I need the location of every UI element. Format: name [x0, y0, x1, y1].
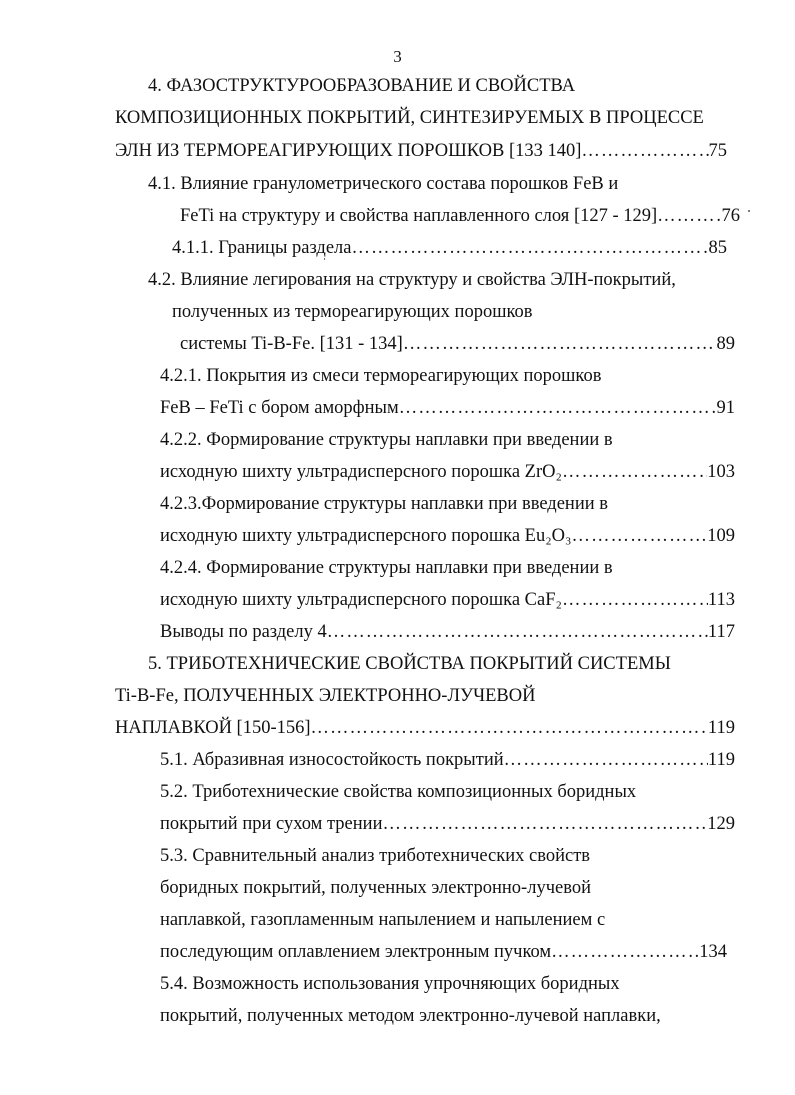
toc-entry-page: 103	[707, 462, 735, 482]
toc-entry-title: FeB – FeTi с бором аморфным	[160, 398, 399, 418]
toc-entry-5-3-line3: наплавкой, газопламенным напылением и напылением с	[160, 910, 606, 930]
page-number: 3	[393, 47, 402, 66]
leader-dots	[551, 940, 699, 964]
toc-entry-title: НАПЛАВКОЙ [150-156]	[115, 718, 311, 738]
toc-entry-5-3-line2: боридных покрытий, полученных электронно-лучевой	[160, 878, 591, 898]
leader-dots	[327, 620, 708, 644]
toc-entry-5-3-line1: 5.3. Сравнительный анализ триботехнических свойств	[160, 846, 591, 866]
leader-dots	[399, 396, 717, 420]
toc-entry-4-1	[180, 204, 740, 228]
toc-entry-5-1	[160, 748, 735, 772]
leader-dots	[382, 812, 707, 836]
toc-entry-title: исходную шихту ультрадисперсного порошка ZrO₂	[160, 462, 562, 482]
toc-entry-5-2-line1: 5.2. Триботехнические свойства композиционных боридных	[160, 782, 637, 802]
toc-entry-title: последующим оплавлением электронным пучком	[160, 942, 552, 962]
toc-entry-4-1-line1: 4.1. Влияние гранулометрического состава порошков FeB и	[148, 174, 619, 194]
leader-dots	[562, 588, 708, 612]
scan-speck	[748, 210, 750, 212]
toc-entry-page: 75	[708, 141, 727, 161]
leader-dots	[657, 204, 721, 228]
toc-entry-page: 89	[716, 334, 735, 354]
toc-entry-4-2-line1: 4.2. Влияние легирования на структуру и свойства ЭЛН-покрытий,	[148, 270, 676, 290]
toc-heading-5-line1: 5. ТРИБОТЕХНИЧЕСКИЕ СВОЙСТВА ПОКРЫТИЙ СИСТЕМЫ	[148, 654, 671, 674]
toc-entry-title: системы Ti-B-Fe. [131 - 134]	[180, 334, 403, 354]
toc-entry-title: исходную шихту ультрадисперсного порошка CaF₂	[160, 590, 562, 610]
toc-entry-title: ЭЛН ИЗ ТЕРМОРЕАГИРУЮЩИХ ПОРОШКОВ [133 140]	[115, 141, 582, 161]
toc-entry-4-2-3	[160, 524, 735, 548]
toc-entry-title: 4.1.1. Границы раздела	[172, 238, 352, 258]
toc-entry-page: 119	[707, 750, 735, 770]
toc-entry-conclusions-4	[160, 620, 735, 644]
toc-entry-4-2	[180, 332, 735, 356]
toc-entry-page: 117	[707, 622, 735, 642]
toc-entry-title: FeTi на структуру и свойства наплавленного слоя [127 - 129]	[180, 206, 658, 226]
toc-heading-5-line2: Ti-B-Fe, ПОЛУЧЕННЫХ ЭЛЕКТРОННО-ЛУЧЕВОЙ	[115, 686, 536, 706]
toc-entry-title: Выводы по разделу 4	[160, 622, 327, 642]
toc-entry-4-2-3-line1: 4.2.3.Формирование структуры наплавки при введении в	[160, 494, 608, 514]
toc-entry-4-2-4-line1: 4.2.4. Формирование структуры наплавки при введении в	[160, 558, 613, 578]
toc-entry-4-2-1-line1: 4.2.1. Покрытия из смеси термореагирующих порошков	[160, 366, 602, 386]
toc-heading-4-line1: 4. ФАЗОСТРУКТУРООБРАЗОВАНИЕ И СВОЙСТВА	[148, 76, 576, 96]
toc-entry-page: 91	[716, 398, 735, 418]
toc-entry-4-2-2-line1: 4.2.2. Формирование структуры наплавки при введении в	[160, 430, 613, 450]
toc-entry-page: 134	[699, 942, 727, 962]
toc-entry-title: 5.1. Абразивная износостойкость покрытий	[160, 750, 504, 770]
toc-heading-4-line2: КОМПОЗИЦИОННЫХ ПОКРЫТИЙ, СИНТЕЗИРУЕМЫХ В ПРОЦЕССЕ	[115, 108, 704, 128]
leader-dots	[581, 139, 708, 163]
toc-entry-4-2-2	[160, 460, 735, 484]
toc-entry-title: покрытий при сухом трении	[160, 814, 383, 834]
toc-entry-4-2-4	[160, 588, 735, 612]
leader-dots	[311, 716, 708, 740]
leader-dots	[504, 748, 708, 772]
toc-entry-page: 85	[708, 238, 727, 258]
toc-entry-4-1-1	[172, 236, 727, 260]
toc-entry-5-3	[160, 940, 727, 964]
leader-dots	[403, 332, 717, 356]
toc-entry-4-2-line2: полученных из термореагирующих порошков	[172, 302, 533, 322]
toc-entry-page: 113	[707, 590, 735, 610]
toc-entry-page: 109	[707, 526, 735, 546]
toc-entry-4-2-1	[160, 396, 735, 420]
leader-dots	[562, 460, 707, 484]
toc-entry-page: 76	[721, 206, 740, 226]
toc-entry-5-4-line1: 5.4. Возможность использования упрочняющих боридных	[160, 974, 620, 994]
toc-entry-page: 119	[707, 718, 735, 738]
toc-entry-5-4-line2: покрытий, полученных методом электронно-лучевой наплавки,	[160, 1006, 661, 1026]
toc-entry-4	[115, 139, 727, 163]
scan-speck	[324, 258, 325, 260]
toc-entry-5-2	[160, 812, 735, 836]
toc-entry-page: 129	[707, 814, 735, 834]
leader-dots	[352, 236, 709, 260]
toc-entry-5	[115, 716, 735, 740]
toc-entry-title: исходную шихту ультрадисперсного порошка Eu₂O₃	[160, 526, 572, 546]
leader-dots	[571, 524, 707, 548]
